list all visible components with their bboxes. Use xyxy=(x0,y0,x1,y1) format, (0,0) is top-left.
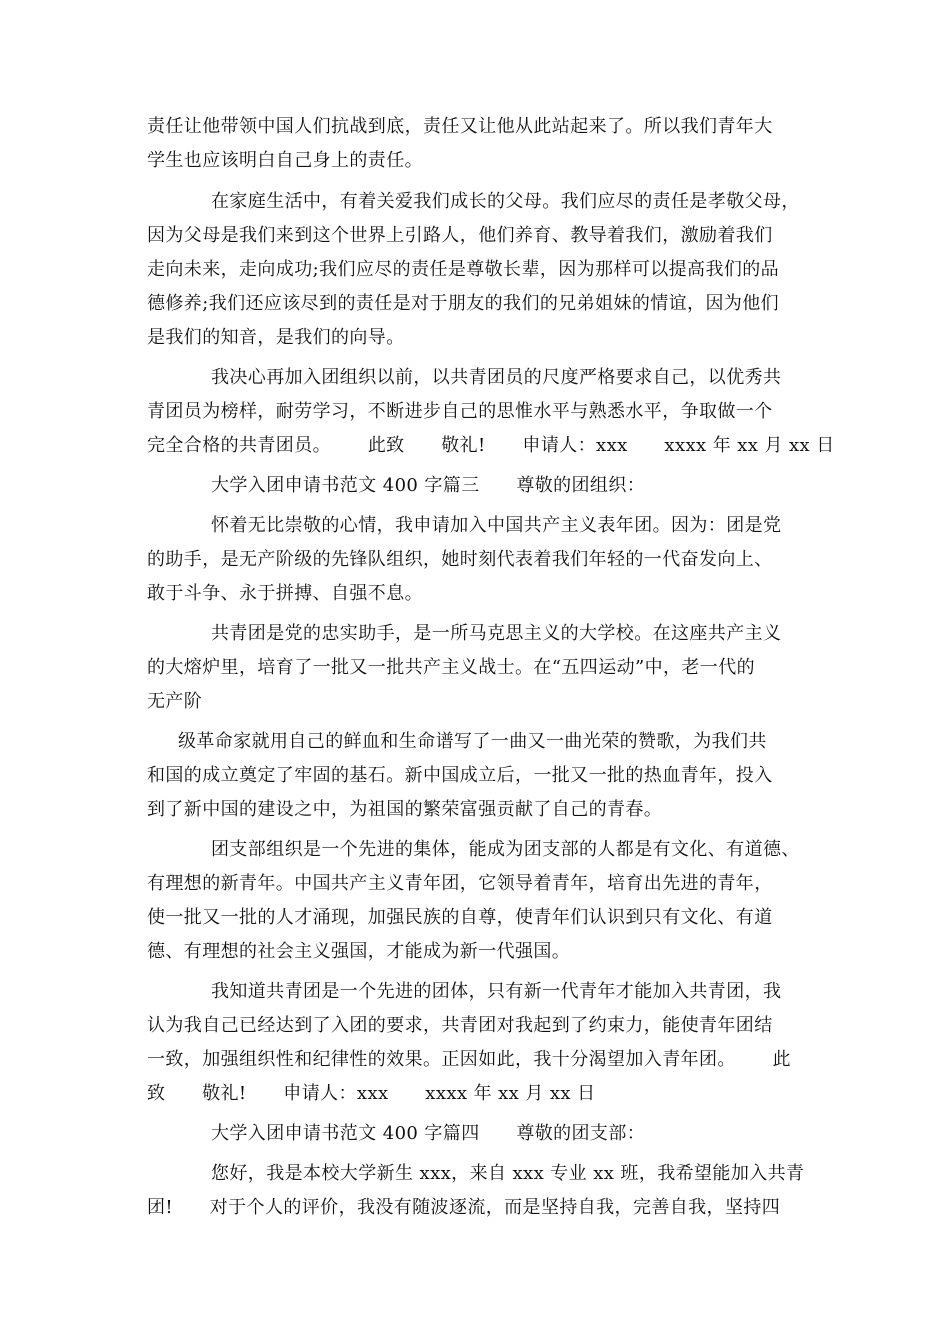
text-line: 的大熔炉里，培育了一批又一批共产主义战士。在“五四运动”中，老一代的 xyxy=(147,657,756,678)
text-line: 团! 对于个人的评价，我没有随波逐流，而是坚持自我，完善自我，坚持四 xyxy=(147,1197,781,1218)
text-line: 的助手，是无产阶级的先锋队组织，她时刻代表着我们年轻的一代奋发向上、 xyxy=(147,549,773,570)
text-line: 认为我自己已经达到了入团的要求，共青团对我起到了约束力，能使青年团结 xyxy=(147,1015,773,1036)
paragraph-start-line: 团支部组织是一个先进的集体，能成为团支部的人都是有文化、有道德、 xyxy=(211,839,800,860)
paragraph-start-line: 我决心再加入团组织以前，以共青团员的尺度严格要求自己，以优秀共 xyxy=(211,367,782,388)
text-line: 一致，加强组织性和纪律性的效果。正因如此，我十分渴望加入青年团。 此 xyxy=(147,1049,791,1070)
text-line: 无产阶 xyxy=(147,691,203,712)
text-line: 责任让他带领中国人们抗战到底，责任又让他从此站起来了。所以我们青年大 xyxy=(147,116,773,137)
section-heading: 大学入团申请书范文 400 字篇四 尊敬的团支部： xyxy=(211,1123,646,1144)
text-line: 有理想的新青年。中国共产主义青年团，它领导着青年，培育出先进的青年， xyxy=(147,873,773,894)
paragraph-start-line: 共青团是党的忠实助手，是一所马克思主义的大学校。在这座共产主义 xyxy=(211,623,782,644)
text-line: 学生也应该明白自己身上的责任。 xyxy=(147,150,423,171)
text-line: 青团员为榜样，耐劳学习，不断进步自己的思惟水平与熟悉水平，争取做一个 xyxy=(147,401,773,422)
text-line: 走向未来，走向成功;我们应尽的责任是尊敬长辈，因为那样可以提高我们的品 xyxy=(147,259,780,280)
section-heading: 大学入团申请书范文 400 字篇三 尊敬的团组织： xyxy=(211,475,646,496)
signature-line: 完全合格的共青团员。 此致 敬礼! 申请人：xxx xxxx 年 xx 月 xx 日 xyxy=(147,435,835,456)
paragraph-start-line: 我知道共青团是一个先进的团体，只有新一代青年才能加入共青团，我 xyxy=(211,981,782,1002)
text-line: 因为父母是我们来到这个世界上引路人，他们养育、教导着我们，激励着我们 xyxy=(147,225,773,246)
paragraph-start-line: 您好，我是本校大学新生 xxx，来自 xxx 专业 xx 班，我希望能加入共青 xyxy=(211,1163,805,1184)
text-line: 德修养;我们还应该尽到的责任是对于朋友的我们的兄弟姐妹的情谊，因为他们 xyxy=(147,293,780,314)
paragraph-start-line: 级革命家就用自己的鲜血和生命谱写了一曲又一曲光荣的赞歌，为我们共 xyxy=(178,731,767,752)
signature-line: 致 敬礼! 申请人：xxx xxxx 年 xx 月 xx 日 xyxy=(147,1083,596,1104)
text-line: 使一批又一批的人才涌现，加强民族的自尊，使青年们认识到只有文化、有道 xyxy=(147,907,773,928)
text-line: 到了新中国的建设之中，为祖国的繁荣富强贡献了自己的青春。 xyxy=(147,799,663,820)
paragraph-start-line: 怀着无比崇敬的心情，我申请加入中国共产主义表年团。因为：团是党 xyxy=(211,515,782,536)
paragraph-start-line: 在家庭生活中，有着关爱我们成长的父母。我们应尽的责任是孝敬父母， xyxy=(211,191,800,212)
text-line: 敢于斗争、永于拼搏、自强不息。 xyxy=(147,583,423,604)
text-line: 德、有理想的社会主义强国，才能成为新一代强国。 xyxy=(147,941,571,962)
text-line: 和国的成立奠定了牢固的基石。新中国成立后，一批又一批的热血青年，投入 xyxy=(147,765,773,786)
text-line: 是我们的知音，是我们的向导。 xyxy=(147,327,405,348)
